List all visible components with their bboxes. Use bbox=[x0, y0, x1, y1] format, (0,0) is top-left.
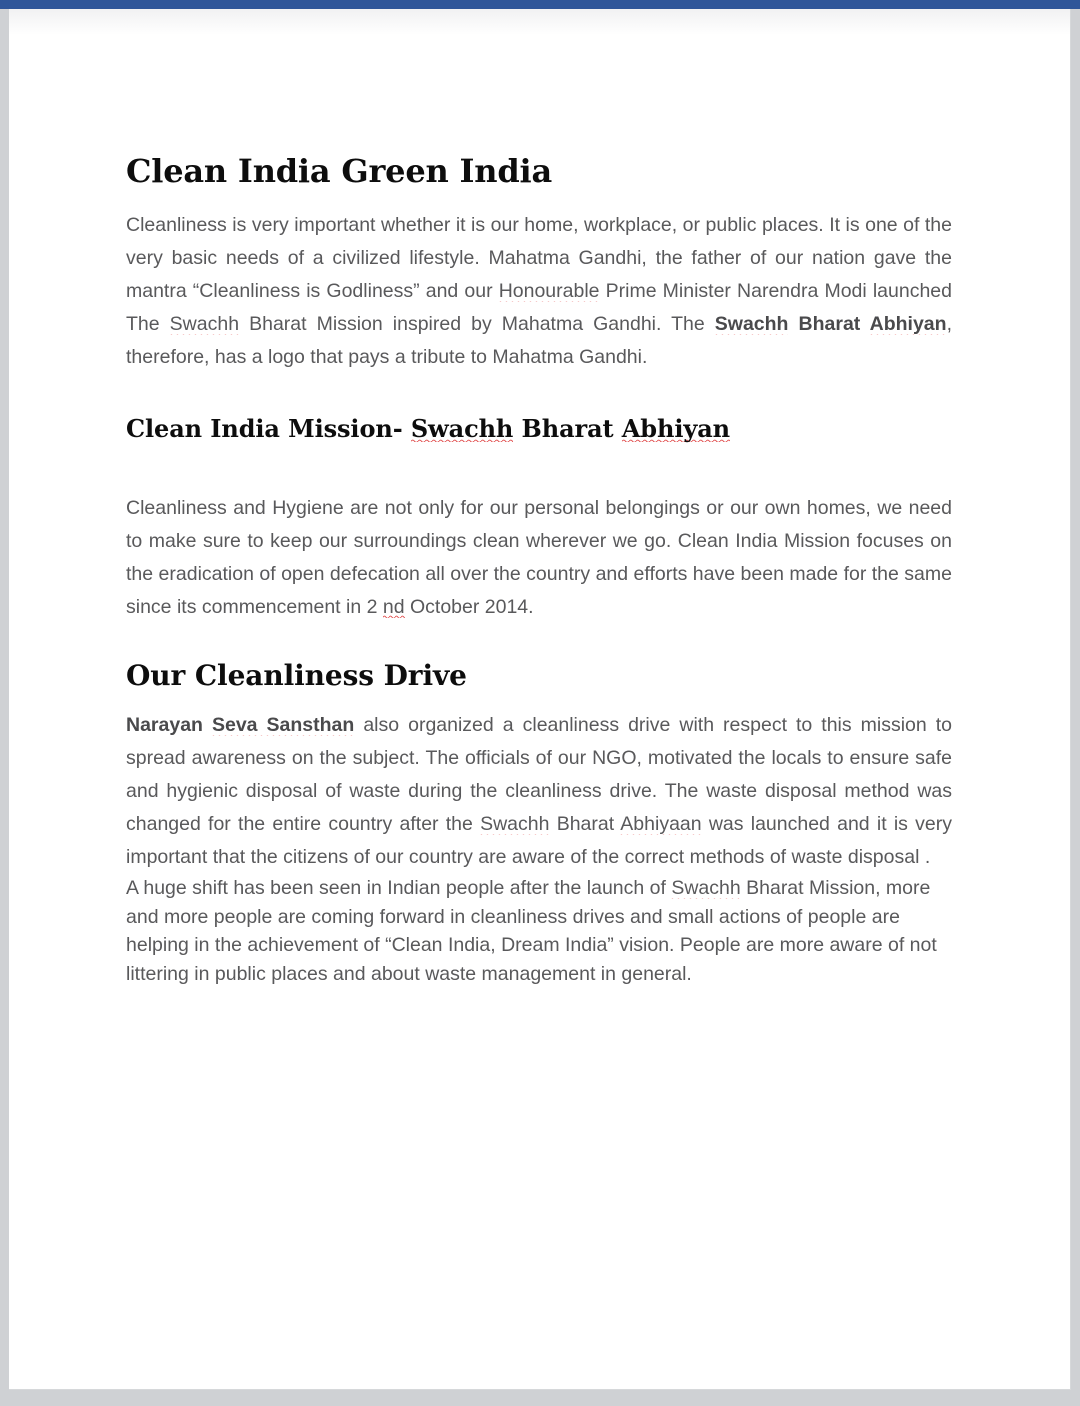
intro-text-2: Prime Minister Narendra Modi launched The bbox=[126, 280, 952, 336]
section-heading-our-cleanliness-drive: Our Cleanliness Drive bbox=[126, 659, 467, 693]
intro-text-1: Cleanliness is very important whether it is our home, workplace, or public places. It is one of the very basic needs of a civilized lifestyle. Mahatma Gandhi, the father of our nation gave the mantra “Cleanliness is Godliness” and our bbox=[126, 214, 952, 303]
spellcheck-word-swachh-2[interactable]: Swachh bbox=[480, 813, 550, 836]
spellcheck-word-honourable[interactable]: Honourable bbox=[498, 280, 600, 303]
heading-text-2: Bharat bbox=[513, 414, 622, 444]
section-heading-clean-india-mission bbox=[126, 414, 952, 444]
top-accent-bar bbox=[0, 0, 1080, 9]
closing-text-2: Bharat Mission, more and more people are coming forward in cleanliness drives and small actions of people are helping in the achievement of “Clean India, Dream India” vision. People are more aware of not littering in public places and about waste management in general. bbox=[126, 877, 937, 985]
mission-text-2: October 2014. bbox=[404, 596, 534, 619]
intro-bold-bharat: Bharat bbox=[788, 313, 870, 336]
drive-bold-narayan: Narayan bbox=[126, 714, 212, 737]
mission-text-1: Cleanliness and Hygiene are not only for our personal belongings or our own homes, we need to make sure to keep our surroundings clean wherever we go. Clean India Mission focuses on the eradication of open defecation all over the country and efforts have been made for the same since its commencement in 2 bbox=[126, 497, 952, 619]
closing-paragraph bbox=[126, 874, 952, 988]
drive-text-3: Bharat bbox=[549, 813, 621, 836]
closing-text-1: A huge shift has been seen in Indian people after the launch of bbox=[126, 877, 672, 900]
page-title: Clean India Green India bbox=[126, 152, 552, 190]
spellcheck-word-nd[interactable]: nd bbox=[382, 596, 405, 619]
document-canvas bbox=[9, 9, 1071, 1390]
spellcheck-word-swachh-heading[interactable]: Swachh bbox=[410, 414, 514, 444]
drive-text-4: was launched and it is very important that the citizens of our country are aware of the correct methods of waste disposal . bbox=[126, 813, 952, 869]
spellcheck-word-seva-sansthan[interactable]: Seva Sansthan bbox=[211, 714, 355, 737]
spellcheck-word-swachh-3[interactable]: Swachh bbox=[671, 877, 741, 900]
mission-paragraph bbox=[126, 492, 952, 624]
spellcheck-word-swachh-bold[interactable]: Swachh bbox=[714, 313, 789, 336]
heading-text-1: Clean India Mission- bbox=[126, 414, 411, 444]
spellcheck-word-abhiyaan[interactable]: Abhiyaan bbox=[620, 813, 702, 836]
spellcheck-word-abhiyan-heading[interactable]: Abhiyan bbox=[621, 414, 730, 444]
spellcheck-word-abhiyan-bold[interactable]: Abhiyan bbox=[869, 313, 947, 336]
intro-text-3: Bharat Mission inspired by Mahatma Gandhi. The bbox=[239, 313, 715, 336]
spellcheck-word-swachh-1[interactable]: Swachh bbox=[169, 313, 240, 336]
document-content bbox=[126, 152, 952, 988]
drive-paragraph bbox=[126, 709, 952, 874]
intro-text-5: , therefore, has a logo that pays a tribute to Mahatma Gandhi. bbox=[126, 313, 952, 369]
document-page bbox=[9, 9, 1071, 1390]
intro-paragraph bbox=[126, 209, 952, 374]
drive-text-2: also organized a cleanliness drive with respect to this mission to spread awareness on the subject. The officials of our NGO, motivated the locals to ensure safe and hygienic disposal of waste during the cleanliness drive. The waste disposal method was changed for the entire country after the bbox=[126, 714, 953, 836]
